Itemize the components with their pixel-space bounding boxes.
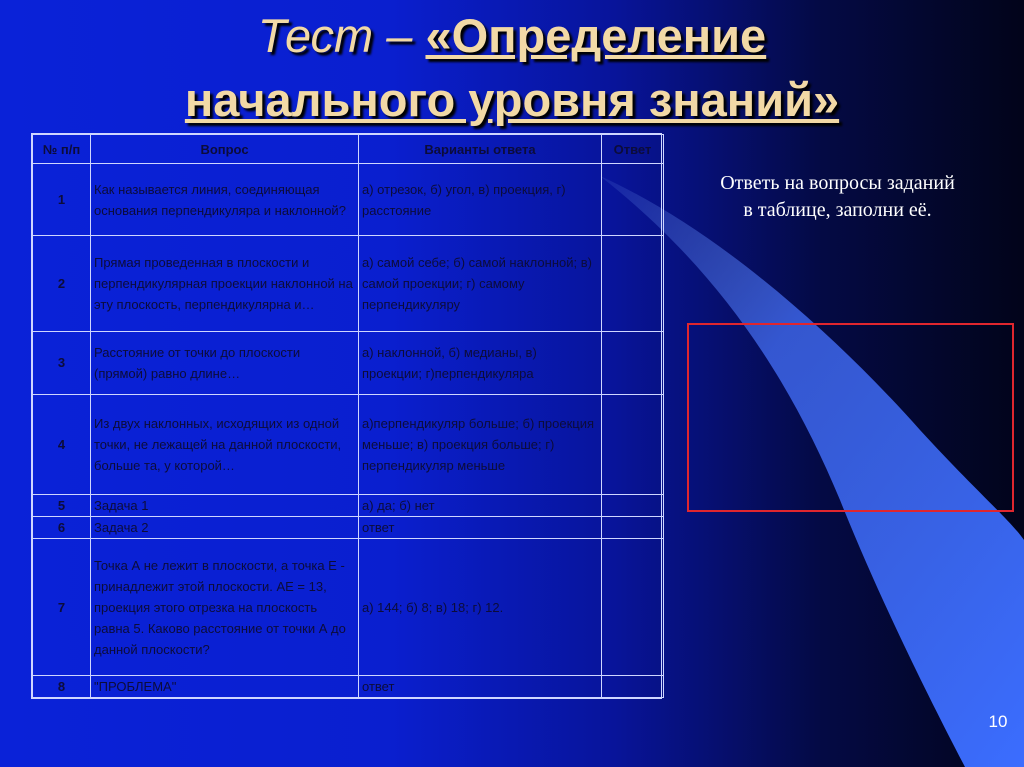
test-table <box>31 133 662 699</box>
row-question: Задача 2 <box>91 517 359 539</box>
row-options: а) 144; б) 8; в) 18; г) 12. <box>359 539 602 676</box>
row-answer-cell[interactable] <box>602 675 664 697</box>
row-num: 2 <box>33 236 91 331</box>
row-answer-cell[interactable] <box>602 164 664 236</box>
row-options: ответ <box>359 675 602 697</box>
row-num: 1 <box>33 164 91 236</box>
instruction-note <box>660 170 1015 224</box>
row-num: 4 <box>33 394 91 494</box>
table-row <box>33 331 664 394</box>
slide-title <box>0 4 1024 132</box>
note-line2: в таблице, заполни её. <box>743 199 932 221</box>
answer-box <box>687 323 1014 512</box>
row-options: ответ <box>359 517 602 539</box>
title-strong-line1: «Определение <box>425 9 767 62</box>
page-number: 10 <box>988 712 1008 731</box>
row-question: Задача 1 <box>91 495 359 517</box>
row-answer-cell[interactable] <box>602 236 664 331</box>
row-options: а) отрезок, б) угол, в) проекция, г) расстояние <box>359 164 602 236</box>
row-answer-cell[interactable] <box>602 331 664 394</box>
row-num: 6 <box>33 517 91 539</box>
table-row <box>33 495 664 517</box>
table-row <box>33 675 664 697</box>
table-row <box>33 164 664 236</box>
row-question: Точка А не лежит в плоскости, а точка Е - принадлежит этой плоскости. АЕ = 13, проекция этого отрезка на плоскость равна 5. Каково расстояние от точки А до данной плоскости? <box>91 539 359 676</box>
header-num: № п/п <box>33 135 91 164</box>
title-line2: начального уровня знаний» <box>184 73 840 126</box>
table-row <box>33 539 664 676</box>
row-num: 7 <box>33 539 91 676</box>
note-line1: Ответь на вопросы заданий <box>720 172 955 194</box>
table-row <box>33 517 664 539</box>
table-header-row <box>33 135 664 164</box>
row-num: 5 <box>33 495 91 517</box>
row-question: Расстояние от точки до плоскости (прямой) равно длине… <box>91 331 359 394</box>
row-options: а) да; б) нет <box>359 495 602 517</box>
header-options: Варианты ответа <box>359 135 602 164</box>
row-num: 3 <box>33 331 91 394</box>
row-answer-cell[interactable] <box>602 495 664 517</box>
row-question: Как называется линия, соединяющая основания перпендикуляра и наклонной? <box>91 164 359 236</box>
row-question: Из двух наклонных, исходящих из одной точки, не лежащей на данной плоскости, больше та, у которой… <box>91 394 359 494</box>
header-answer: Ответ <box>602 135 664 164</box>
table-row <box>33 236 664 331</box>
title-lead: Тест – <box>257 9 426 62</box>
row-question: Прямая проведенная в плоскости и перпендикулярная проекции наклонной на эту плоскость, перпендикулярна и… <box>91 236 359 331</box>
row-question: "ПРОБЛЕМА" <box>91 675 359 697</box>
row-options: а)перпендикуляр больше; б) проекция меньше; в) проекция больше; г) перпендикуляр меньше <box>359 394 602 494</box>
row-answer-cell[interactable] <box>602 539 664 676</box>
row-options: а) наклонной, б) медианы, в) проекции; г)перпендикуляра <box>359 331 602 394</box>
row-answer-cell[interactable] <box>602 517 664 539</box>
row-options: а) самой себе; б) самой наклонной; в) самой проекции; г) самому перпендикуляру <box>359 236 602 331</box>
table-row <box>33 394 664 494</box>
header-question: Вопрос <box>91 135 359 164</box>
row-answer-cell[interactable] <box>602 394 664 494</box>
row-num: 8 <box>33 675 91 697</box>
